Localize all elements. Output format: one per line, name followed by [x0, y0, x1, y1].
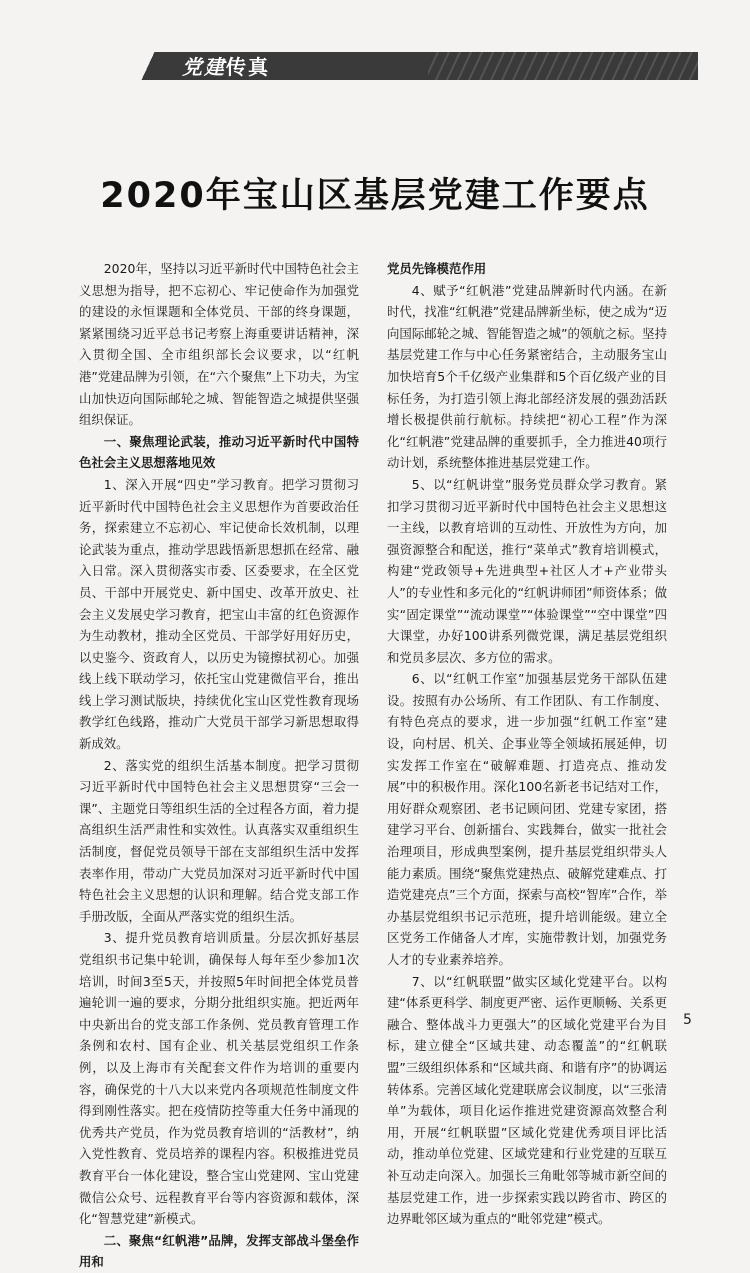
- body-paragraph: 6、以“红帆工作室”加强基层党务干部队伍建设。按照有办公场所、有工作团队、有工作制度、有特色亮点的要求，进一步加强“红帆工作室”建设，向村居、机关、企事业等全领域拓展延伸，切实发挥工作室在“破解难题、打造亮点、推动发展”中的积极作用。深化100名新老书记结对工作，用好群众观察团、老书记顾问团、党建专家团，搭建学习平台、创新擂台、实践舞台，做实一批社会治理项目，形成典型案例，提升基层党组织带头人能力素质。围绕“聚焦党建热点、破解党建难点、打造党建亮点”三个方面，探索与高校“智库”合作，举办基层党组织书记示范班，提升培训能级。建立全区党务工作储备人才库，实施带教计划，加强党务人才的专业素养培养。: [387, 671, 667, 967]
- article-title: 2020年宝山区基层党建工作要点: [100, 176, 650, 216]
- right-column: [387, 258, 667, 1230]
- body-paragraph: 1、深入开展“四史”学习教育。把学习贯彻习近平新时代中国特色社会主义思想作为首要政治任务，探索建立不忘初心、牢记使命长效机制，以理论武装为重点，推动学思践悟新思想抓在经常、融入日常。深入贯彻落实市委、区委要求，在全区党员、干部中开展党史、新中国史、改革开放史、社会主义发展史学习教育，把宝山丰富的红色资源作为生动教材，推动全区党员、干部学好用好历史，以史鉴今、资政育人，以历史为镜擦拭初心。加强线上线下联动学习，依托宝山党建微信平台，推出线上学习测试版块，持续优化宝山区党性教育现场教学红色线路，推动广大党员干部学习新思想取得新成效。: [79, 476, 359, 752]
- page-number: 5: [683, 1012, 692, 1028]
- body-paragraph: 2020年，坚持以习近平新时代中国特色社会主义思想为指导，把不忘初心、牢记使命作为加强党的建设的永恒课题和全体党员、干部的终身课题，紧紧围绕习近平总书记考察上海重要讲话精神，深入贯彻全国、全市组织部长会议要求，以“红帆港”党建品牌为引领，在“六个聚焦”上下功夫，为宝山加快迈向国际邮轮之城、智能智造之城提供坚强组织保证。: [79, 261, 359, 428]
- body-paragraph: 3、提升党员教育培训质量。分层次抓好基层党组织书记集中轮训，确保每人每年至少参加1次培训，时间3至5天，并按照5年时间把全体党员普遍轮训一遍的要求，分期分批组织实施。把近两年中央新出台的党支部工作条例、党员教育管理工作条例和农村、国有企业、机关基层党组织工作条例，以及上海市有关配套文件作为培训的重要内容，确保党的十八大以来党内各项规范性制度文件得到刚性落实。把在疫情防控等重大任务中涌现的优秀共产党员，作为党员教育培训的“活教材”，纳入党性教育、党员培养的课程内容。积极推进党员教育平台一体化建设，整合宝山党建网、宝山党建微信公众号、远程教育平台等内容资源和载体，深化“智慧党建”新模式。: [79, 930, 359, 1227]
- body-paragraph: 4、赋予“红帆港”党建品牌新时代内涵。在新时代，找准“红帆港”党建品牌新坐标，使之成为“迈向国际邮轮之城、智能智造之城”的领航之标。坚持基层党建工作与中心任务紧密结合，主动服务宝山加快培育5个千亿级产业集群和5个百亿级产业的目标任务，为打造引领上海北部经济发展的强劲活跃增长极提供前行航标。持续把“初心工程”作为深化“红帆港”党建品牌的重要抓手，全力推进40项行动计划，系统整体推进基层党建工作。: [387, 282, 667, 471]
- header-slant-edge: [128, 52, 168, 80]
- section-heading: 党员先锋模范作用: [387, 261, 487, 276]
- section-heading: 二、聚焦“红帆港”品牌，发挥支部战斗堡垒作用和: [79, 1232, 359, 1270]
- section-label-rest: 传真: [226, 55, 270, 79]
- section-label-first: 党建: [182, 55, 226, 79]
- section-heading: 一、聚焦理论武装，推动习近平新时代中国特色社会主义思想落地见效: [79, 433, 359, 471]
- section-label: [182, 54, 270, 80]
- body-paragraph: 7、以“红帆联盟”做实区域化党建平台。以构建“体系更科学、制度更严密、运作更顺畅、关系更融合、整体战斗力更强大”的区域化党建平台为目标，建立健全“区域共建、动态覆盖”的“红帆联盟”三级组织体系和“区域共商、和谐有序”的协调运转体系。完善区域化党建联席会议制度，以“三张清单”为载体，项目化运作推进党建资源高效整合利用，开展“红帆联盟”区域化党建优秀项目评比活动，推动单位党建、区域党建和行业党建的互联互补互动走向深入。加强长三角毗邻等城市新空间的基层党建工作，进一步探索实践以跨省市、跨区的边界毗邻区域为重点的“毗邻党建”模式。: [387, 973, 667, 1227]
- header-decorative-stripes: [428, 52, 698, 80]
- body-paragraph: 2、落实党的组织生活基本制度。把学习贯彻习近平新时代中国特色社会主义思想贯穿“三会一课”、主题党日等组织生活的全过程各方面，着力提高组织生活严肃性和实效性。认真落实双重组织生活制度，督促党员领导干部在支部组织生活中发挥表率作用，带动广大党员加深对习近平新时代中国特色社会主义思想的认识和理解。结合党支部工作手册改版，全面从严落实党的组织生活。: [79, 757, 359, 924]
- left-column: [79, 258, 359, 1273]
- body-paragraph: 5、以“红帆讲堂”服务党员群众学习教育。紧扣学习贯彻习近平新时代中国特色社会主义思想这一主线，以教育培训的互动性、开放性为方向，加强资源整合和配送，推行“菜单式”教育培训模式，构建“党政领导+先进典型+社区人才+产业带头人”的专业性和多元化的“红帆讲师团”师资体系；做实“固定课堂”“流动课堂”“体验课堂”“空中课堂”四大课堂，办好100讲系列微党课，满足基层党组织和党员多层次、多方位的需求。: [387, 476, 667, 665]
